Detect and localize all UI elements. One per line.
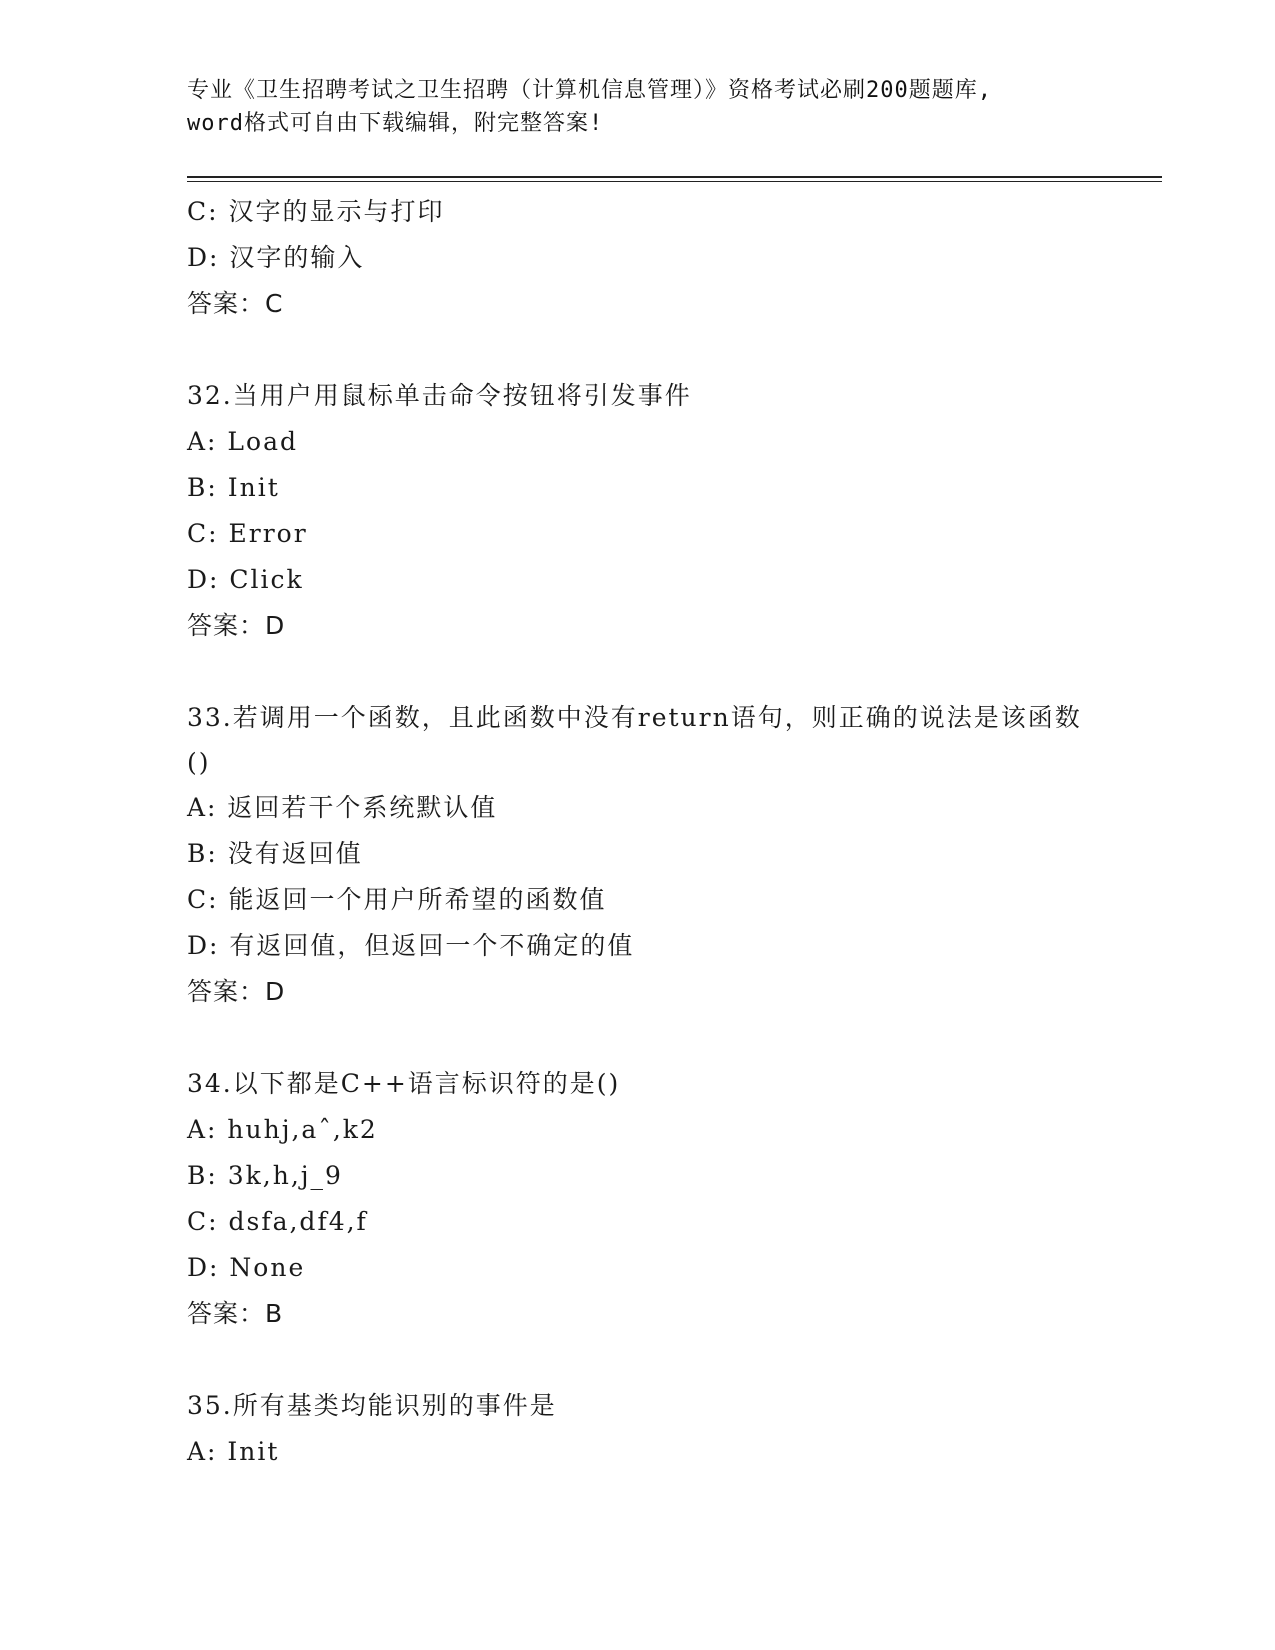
- option-line: B: 3k,h,j_9: [187, 1161, 343, 1190]
- header-divider-top: [187, 176, 1162, 178]
- option-line: A: Load: [187, 427, 298, 456]
- option-line: C: Error: [187, 519, 308, 548]
- question-stem: 34.以下都是C++语言标识符的是(): [187, 1069, 621, 1098]
- option-line: C: 汉字的显示与打印: [187, 197, 445, 226]
- option-line: A: Init: [187, 1437, 280, 1466]
- option-line: D: None: [187, 1253, 306, 1282]
- option-line: D: 汉字的输入: [187, 243, 365, 272]
- document-header: [187, 74, 1087, 140]
- answer-line: 答案：C: [187, 289, 284, 318]
- option-line: C: dsfa,df4,f: [187, 1207, 368, 1236]
- option-line: B: 没有返回值: [187, 839, 363, 868]
- header-divider-bottom: [187, 181, 1162, 182]
- option-line: A: huhj,aˆ,k2: [187, 1115, 378, 1144]
- answer-line: 答案：B: [187, 1299, 284, 1328]
- question-list: [187, 189, 1087, 1475]
- header-line-2: word格式可自由下载编辑，附完整答案!: [187, 111, 604, 136]
- option-line: C: 能返回一个用户所希望的函数值: [187, 885, 607, 914]
- header-line-1: 专业《卫生招聘考试之卫生招聘（计算机信息管理）》资格考试必刷200题题库,: [187, 78, 992, 103]
- question-stem: 32.当用户用鼠标单击命令按钮将引发事件: [187, 381, 692, 410]
- option-line: A: 返回若干个系统默认值: [187, 793, 498, 822]
- option-line: D: Click: [187, 565, 304, 594]
- answer-line: 答案：D: [187, 977, 286, 1006]
- option-line: B: Init: [187, 473, 280, 502]
- question-stem: 33.若调用一个函数，且此函数中没有return语句，则正确的说法是该函数(): [187, 703, 1082, 777]
- option-line: D: 有返回值，但返回一个不确定的值: [187, 931, 635, 960]
- question-stem: 35.所有基类均能识别的事件是: [187, 1391, 557, 1420]
- answer-line: 答案：D: [187, 611, 286, 640]
